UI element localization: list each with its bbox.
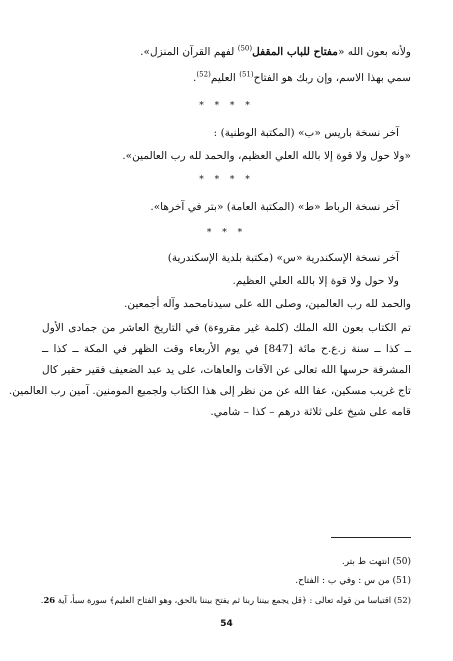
footnote-ref-52: (52)	[196, 70, 211, 79]
footnote-ref-51: (51)	[239, 70, 254, 79]
text-run: (52) اقتباسا من قوله تعالى : ﴿قل يجمع بيننا ربنا ثم يفتح بيننا بالحق، وهو الفتاح العليم﴾ سورة سبأ، آية	[55, 595, 411, 605]
alex-text: ولا حول ولا قوة إلا بالله العلي العظيم.	[232, 275, 399, 287]
text-run: .	[193, 72, 197, 84]
colophon-line-3: المشرفة حرسها الله تعالى عن الآفات والعاهات، على يد عبد الضعيف فقير حقير كال	[42, 364, 411, 376]
body-line-2	[42, 71, 411, 85]
paris-title: آخر نسخة باريس «ب» (المكتبة الوطنية) :	[213, 127, 399, 139]
separator-stars-3: * * *	[206, 228, 247, 238]
footnote-51: (51) من س : وفي ب : الفتاح.	[295, 576, 411, 586]
alex-title: آخر نسخة الإسكندرية «س» (مكتبة بلدية الإسكندرية)	[167, 252, 399, 264]
praise-line: والحمد لله رب العالمين، وصلى الله على سيدنامحمد وآله أجمعين.	[124, 298, 411, 310]
footnote-52	[42, 594, 411, 606]
book-title-bold: مفتاح للباب المقفل	[252, 46, 338, 58]
page-number: 54	[220, 619, 233, 629]
separator-stars-2: * * * *	[199, 175, 254, 185]
text-run: سمي بهذا الاسم، وإن ربك هو الفتاح	[253, 72, 411, 84]
text-run: ولأنه بعون الله «	[337, 46, 411, 58]
footnote-50: (50) انتهت ط بتر.	[341, 557, 411, 567]
body-line-1	[42, 45, 411, 59]
verse-number: 26	[43, 595, 56, 605]
text-run: العليم	[210, 72, 240, 84]
colophon-line-1: تم الكتاب بعون الله الملك (كلمة غير مقروءة) في التاريخ العاشر من جمادى الأول	[42, 322, 411, 334]
footnote-rule	[331, 537, 411, 538]
text-run: .	[40, 595, 44, 605]
text-run: لفهم القرآن المنزل».	[140, 46, 238, 58]
colophon-line-4: تاج غريب مسكين، عفا الله عن من نظر إلى هذا الكتاب ولجميع المومنين. آمين رب العالمين.	[8, 385, 411, 397]
colophon-line-2: ــ كذا ــ سنة ز.ع.ح مائة [847] في يوم الأربعاء وقت الظهر في المكة ــ كذا ــ	[42, 343, 412, 355]
colophon-line-5: قامه على شيخ على ثلاثة درهم – كذا – شامي.	[210, 406, 411, 418]
separator-stars-1: * * * *	[199, 101, 254, 111]
footnote-ref-50: (50)	[237, 44, 253, 53]
rabat-line: آخر نسخة الرباط «ط» (المكتبة العامة) «بتر في آخرها».	[150, 201, 399, 213]
paris-text: «ولا حول ولا قوة إلا بالله العلي العظيم، والحمد لله رب العالمين».	[122, 150, 411, 162]
